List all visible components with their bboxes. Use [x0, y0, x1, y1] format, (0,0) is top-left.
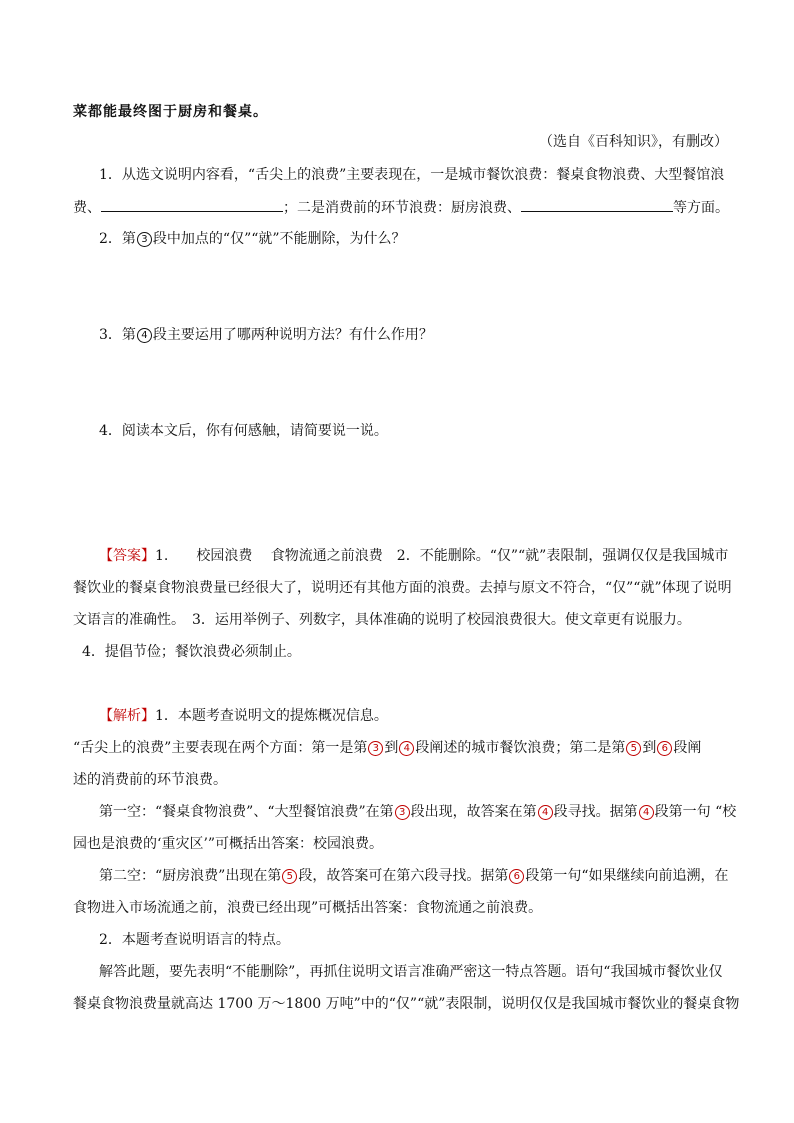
analysis-text: 餐桌食物浪费量就高达 1700 万～1800 万吨”中的“仅”“就”表限制，说明仅仅是我国城市餐饮业的餐桌食物: [73, 996, 740, 1012]
analysis-text: 第二空：“厨房浪费”出现在第: [99, 868, 282, 884]
paragraph-number-badge: 4: [538, 805, 553, 820]
analysis-line-10: [73, 994, 739, 1014]
analysis-line-9: [99, 962, 722, 982]
passage-end-line: [73, 102, 268, 122]
analysis-line-2: [73, 738, 701, 758]
paragraph-number-badge: 4: [137, 328, 152, 343]
analysis-text: 解答此题，要先表明“不能删除”，再抓住说明文语言准确严密这一特点答题。语句“我国城市餐饮业仅: [99, 964, 723, 980]
answer-line-2: [73, 578, 732, 598]
analysis-text: 第一空：“餐桌食物浪费”、“大型餐馆浪费”在第: [99, 804, 394, 820]
analysis-line-3: [73, 770, 227, 790]
analysis-line-8: [99, 930, 290, 950]
answer-blank-2[interactable]: [521, 197, 673, 212]
answer-text: 1. 校园浪费 食物流通之前浪费 2．不能删除。“仅”“就”表限制，强调仅仅是我国城市: [155, 548, 729, 564]
question-1-text: 1．从选文说明内容看，“舌尖上的浪费”主要表现在，一是城市餐饮浪费：餐桌食物浪费、大型餐馆浪: [99, 167, 725, 183]
answer-text: 4．提倡节俭；餐饮浪费必须制止。: [82, 644, 301, 660]
question-3-text: 段主要运用了哪两种说明方法？有什么作用？: [152, 327, 433, 343]
answer-blank-1[interactable]: [101, 197, 283, 212]
analysis-text: 1．本题考查说明文的提炼概况信息。: [155, 708, 388, 724]
question-3-prefix: 3．第: [99, 327, 136, 343]
paragraph-number-badge: 6: [657, 741, 672, 756]
question-2-prefix: 2．第: [99, 231, 136, 247]
analysis-text: 述的消费前的环节浪费。: [73, 772, 227, 788]
question-1-text-b1: 费、: [73, 200, 101, 216]
analysis-line-6: [99, 866, 729, 886]
answer-line-1: [99, 546, 728, 566]
question-1-text-b3: 等方面。: [673, 200, 729, 216]
analysis-text: “舌尖上的浪费”主要表现在两个方面：第一是第: [73, 740, 368, 756]
analysis-text: 食物进入市场流通之前，浪费已经出现”可概括出答案：食物流通之前浪费。: [73, 900, 543, 916]
paragraph-number-badge: 3: [137, 232, 152, 247]
answer-tag: 【答案】: [99, 548, 155, 564]
analysis-line-4: [99, 802, 736, 822]
question-4: [99, 421, 388, 441]
analysis-text: 段，故答案可在第六段寻找。据第: [298, 868, 509, 884]
analysis-text: 段第一句“如果继续向前追溯，在: [525, 868, 729, 884]
paragraph-number-badge: 5: [626, 741, 641, 756]
analysis-tag: 【解析】: [99, 708, 155, 724]
question-4-text: 4．阅读本文后，你有何感触，请简要说一说。: [99, 423, 388, 439]
paragraph-number-badge: 3: [395, 805, 410, 820]
question-2: [99, 229, 406, 249]
passage-end-text: 菜都能最终图于厨房和餐桌。: [73, 104, 268, 120]
analysis-text: 段第一句 “校: [654, 804, 737, 820]
question-3: [99, 325, 433, 345]
source-text: （选自《百科知识》，有删改）: [539, 134, 728, 150]
analysis-line-1: [99, 706, 388, 726]
paragraph-number-badge: 4: [639, 805, 654, 820]
paragraph-number-badge: 5: [282, 869, 297, 884]
source-citation: [539, 132, 728, 152]
answer-text: 餐饮业的餐桌食物浪费量已经很大了，说明还有其他方面的浪费。去掉与原文不符合，“仅”“就”体现了说明: [73, 580, 732, 596]
analysis-line-5: [73, 834, 383, 854]
analysis-text: 2．本题考查说明语言的特点。: [99, 932, 290, 948]
question-1-line-1: [99, 165, 724, 185]
paragraph-number-badge: 3: [368, 741, 383, 756]
analysis-text: 段阐: [673, 740, 702, 756]
question-1-text-b2: ；二是消费前的环节浪费：厨房浪费、: [283, 200, 521, 216]
analysis-text: 到: [384, 740, 399, 756]
analysis-text: 段阐述的城市餐饮浪费；第二是第: [415, 740, 626, 756]
answer-text: 文语言的准确性。 3．运用举例子、列数字，具体准确的说明了校园浪费很大。使文章更有说服力。: [73, 612, 691, 628]
answer-line-3: [73, 610, 691, 630]
paragraph-number-badge: 4: [399, 741, 414, 756]
analysis-line-7: [73, 898, 542, 918]
question-1-line-2: [73, 197, 729, 218]
paragraph-number-badge: 6: [509, 869, 524, 884]
question-2-text: 段中加点的“仅”“就”不能删除，为什么？: [152, 231, 406, 247]
analysis-text: 段出现，故答案在第: [410, 804, 537, 820]
analysis-text: 到: [642, 740, 657, 756]
analysis-text: 段寻找。据第: [553, 804, 638, 820]
analysis-text: 园也是浪费的‘重灾区’”可概括出答案：校园浪费。: [73, 836, 384, 852]
answer-line-4: [82, 642, 301, 662]
